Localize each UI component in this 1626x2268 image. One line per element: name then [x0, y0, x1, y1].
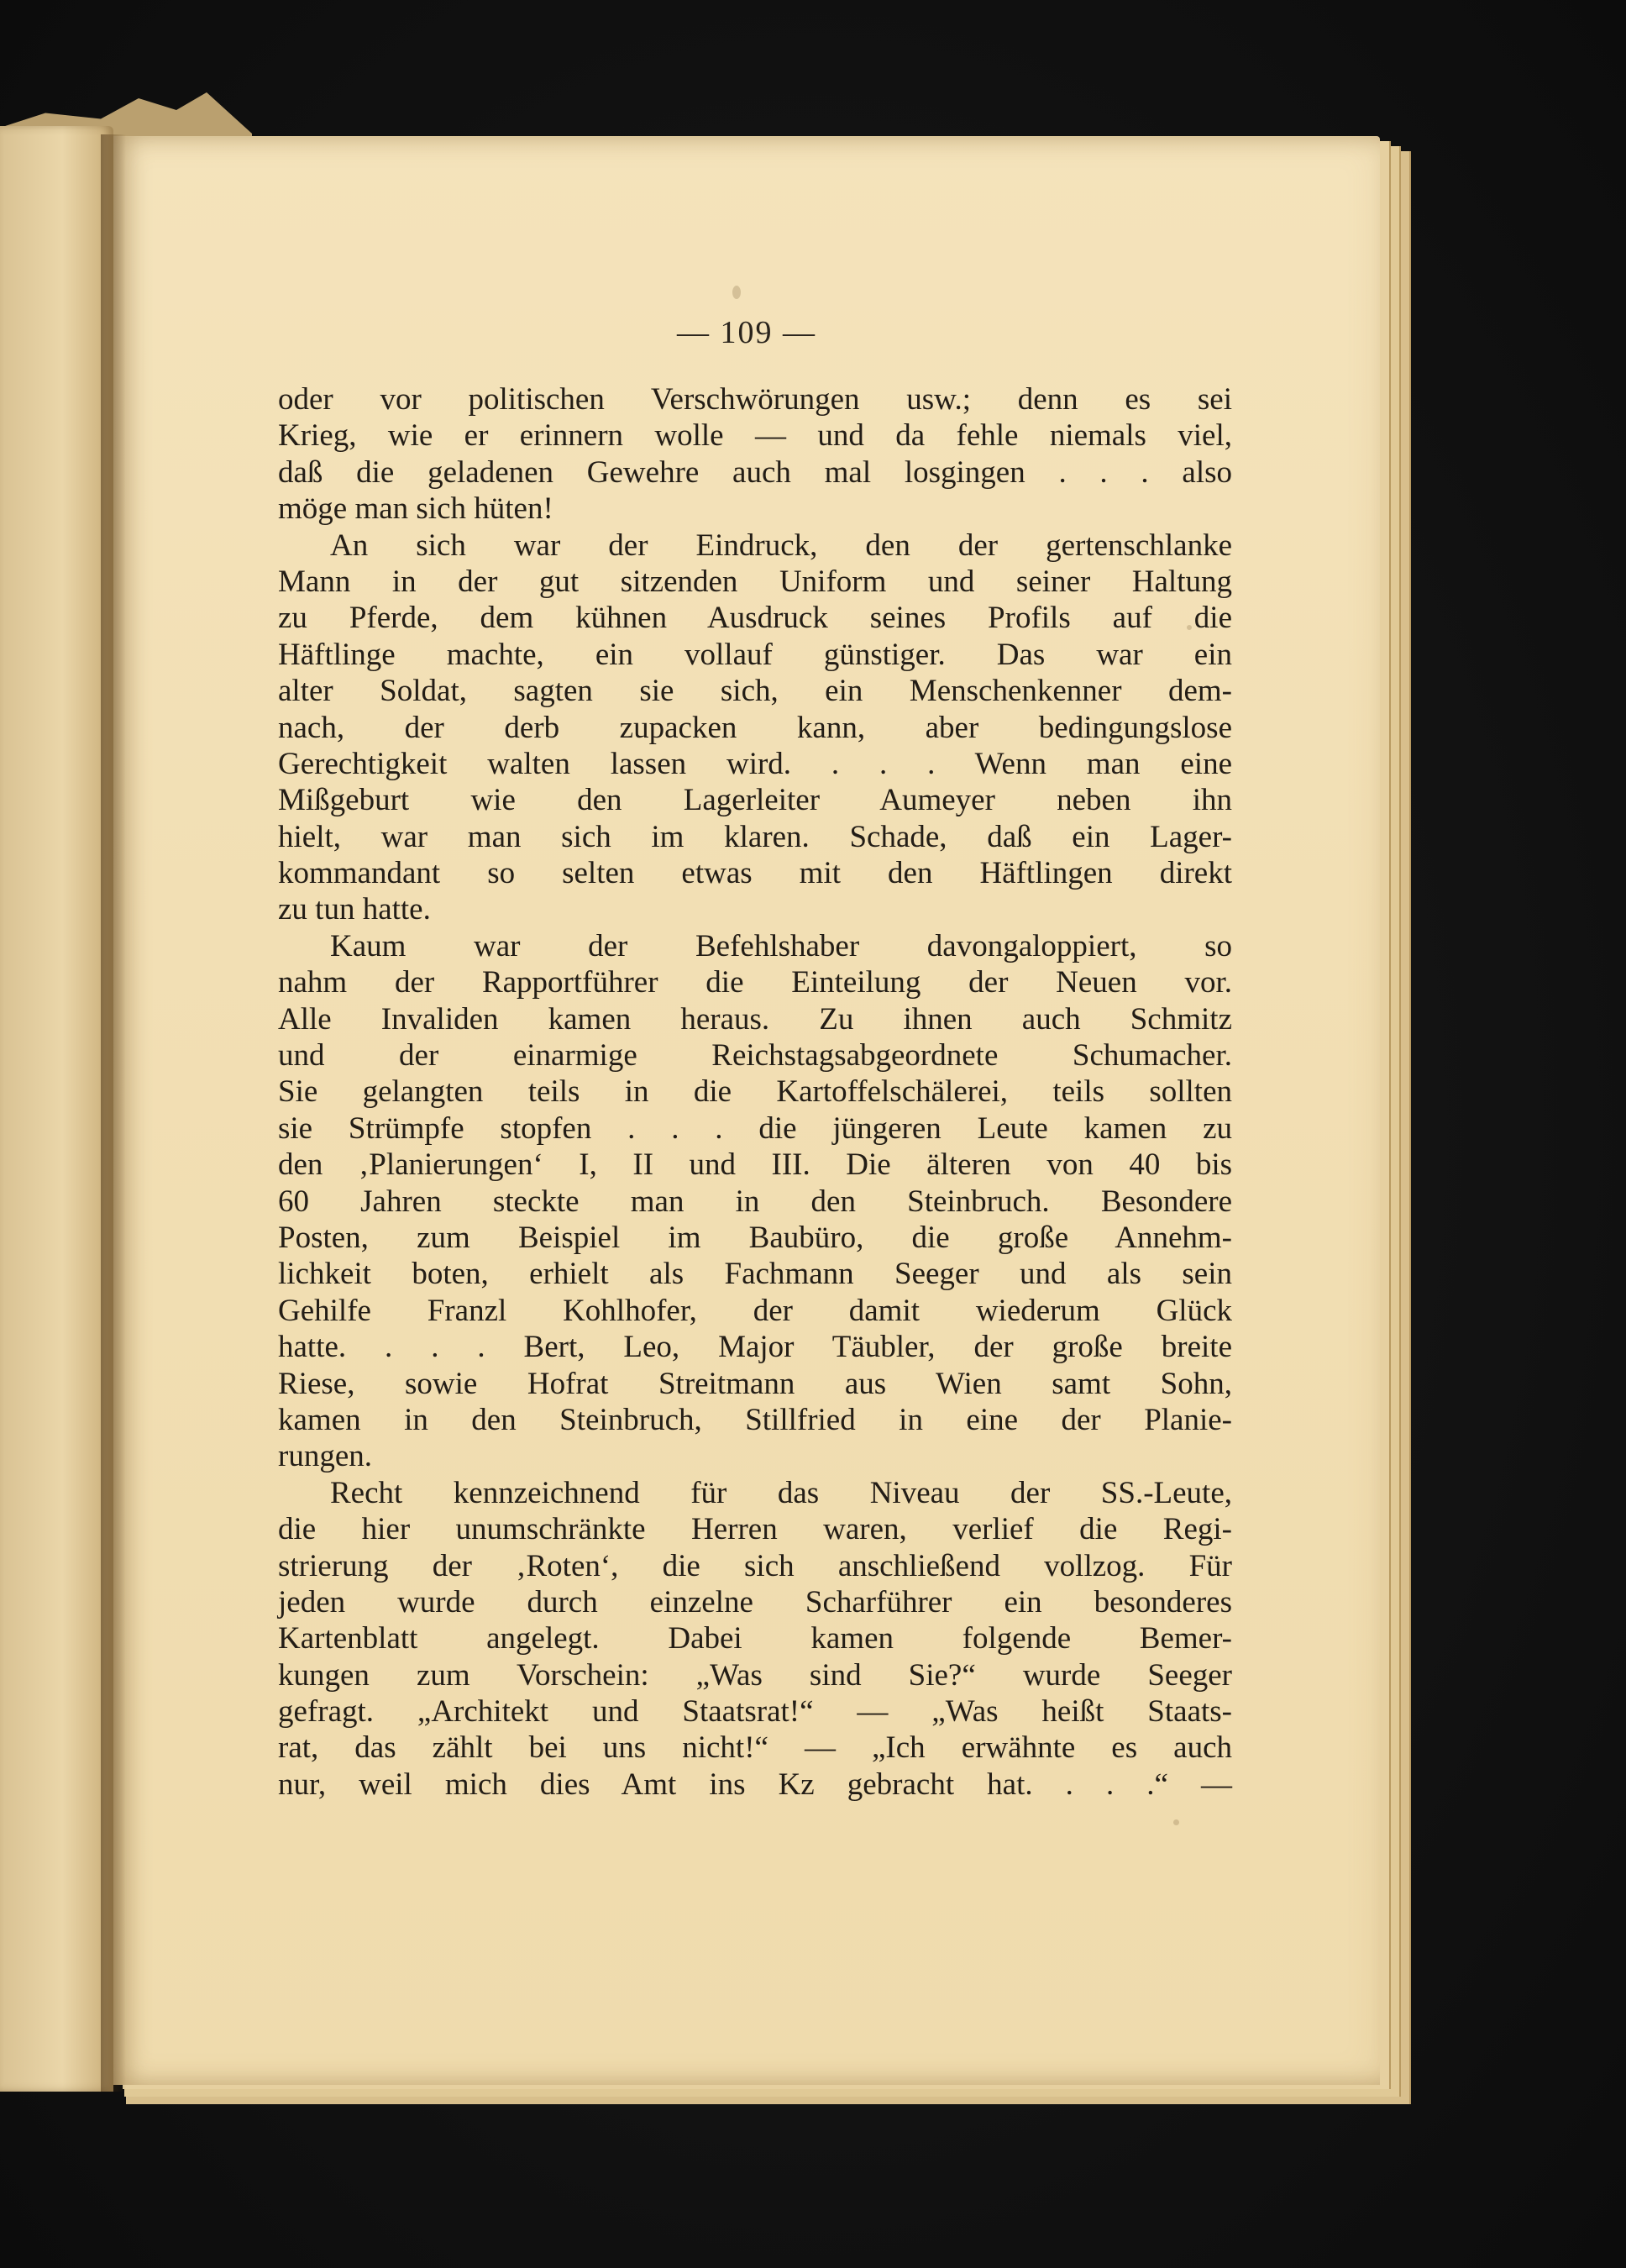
body-text	[278, 381, 1232, 1803]
text-line: nach, der derb zupacken kann, aber bedingungslose	[278, 710, 1232, 745]
text-line: Alle Invaliden kamen heraus. Zu ihnen auch Schmitz	[278, 1001, 1232, 1037]
paper-speck	[1187, 625, 1192, 630]
text-line: strierung der ‚Roten‘, die sich anschließend vollzog. Für	[278, 1548, 1232, 1583]
text-line: und der einarmige Reichstagsabgeordnete Schumacher.	[278, 1038, 1232, 1074]
text-line: Häftlinge machte, ein vollauf günstiger. Das war ein	[278, 637, 1232, 672]
text-line: möge man sich hüten!	[278, 491, 553, 527]
text-line: Mann in der gut sitzenden Uniform und seiner Haltung	[278, 564, 1232, 599]
page-number: — 109 —	[677, 315, 816, 350]
text-line: rungen.	[278, 1439, 372, 1474]
text-line: daß die geladenen Gewehre auch mal losgingen . . . also	[278, 454, 1232, 490]
text-line: Gerechtigkeit walten lassen wird. . . . Wenn man eine	[278, 746, 1232, 781]
left-page	[0, 126, 113, 2092]
text-line: 60 Jahren steckte man in den Steinbruch. Besondere	[278, 1184, 1232, 1219]
text-line: zu tun hatte.	[278, 892, 431, 927]
text-line: Kaum war der Befehlshaber davongaloppiert, so	[330, 928, 1232, 963]
text-line: oder vor politischen Verschwörungen usw.; denn es sei	[278, 382, 1232, 417]
text-line: Posten, zum Beispiel im Baubüro, die große Annehm-	[278, 1220, 1232, 1255]
paper-speck	[732, 286, 741, 299]
text-line: jeden wurde durch einzelne Scharführer ein besonderes	[278, 1584, 1232, 1620]
text-line: An sich war der Eindruck, den der gertenschlanke	[330, 528, 1232, 563]
text-line: alter Soldat, sagten sie sich, ein Menschenkenner dem-	[278, 674, 1232, 709]
text-line: Kartenblatt angelegt. Dabei kamen folgende Bemer-	[278, 1621, 1232, 1656]
text-line: kommandant so selten etwas mit den Häftlingen direkt	[278, 856, 1232, 891]
text-line: lichkeit boten, erhielt als Fachmann Seeger und als sein	[278, 1257, 1232, 1292]
book-page	[113, 136, 1380, 2085]
text-line: zu Pferde, dem kühnen Ausdruck seines Profils auf die	[278, 601, 1232, 636]
text-line: nur, weil mich dies Amt ins Kz gebracht hat. . . .“ —	[278, 1767, 1232, 1802]
text-line: Recht kennzeichnend für das Niveau der SS.-Leute,	[330, 1475, 1232, 1510]
text-line: hielt, war man sich im klaren. Schade, daß ein Lager-	[278, 819, 1232, 854]
text-line: Gehilfe Franzl Kohlhofer, der damit wiederum Glück	[278, 1293, 1232, 1328]
text-line: kungen zum Vorschein: „Was sind Sie?“ wurde Seeger	[278, 1657, 1232, 1693]
text-line: gefragt. „Architekt und Staatsrat!“ — „Was heißt Staats-	[278, 1694, 1232, 1730]
text-line: Riese, sowie Hofrat Streitmann aus Wien samt Sohn,	[278, 1366, 1232, 1401]
text-line: rat, das zählt bei uns nicht!“ — „Ich erwähnte es auch	[278, 1730, 1232, 1766]
text-line: sie Strümpfe stopfen . . . die jüngeren Leute kamen zu	[278, 1110, 1232, 1146]
text-line: die hier unumschränkte Herren waren, verlief die Regi-	[278, 1512, 1232, 1547]
text-line: kamen in den Steinbruch, Stillfried in eine der Planie-	[278, 1402, 1232, 1437]
text-line: Sie gelangten teils in die Kartoffelschälerei, teils sollten	[278, 1074, 1232, 1110]
text-line: nahm der Rapportführer die Einteilung der Neuen vor.	[278, 965, 1232, 1000]
text-line: Mißgeburt wie den Lagerleiter Aumeyer neben ihn	[278, 783, 1232, 818]
paper-speck	[1173, 1819, 1179, 1825]
text-line: hatte. . . . Bert, Leo, Major Täubler, der große breite	[278, 1330, 1232, 1365]
text-line: den ‚Planierungen‘ I, II und III. Die älteren von 40 bis	[278, 1147, 1232, 1183]
spine-shadow	[101, 134, 126, 2092]
text-line: Krieg, wie er erinnern wolle — und da fehle niemals viel,	[278, 418, 1232, 454]
